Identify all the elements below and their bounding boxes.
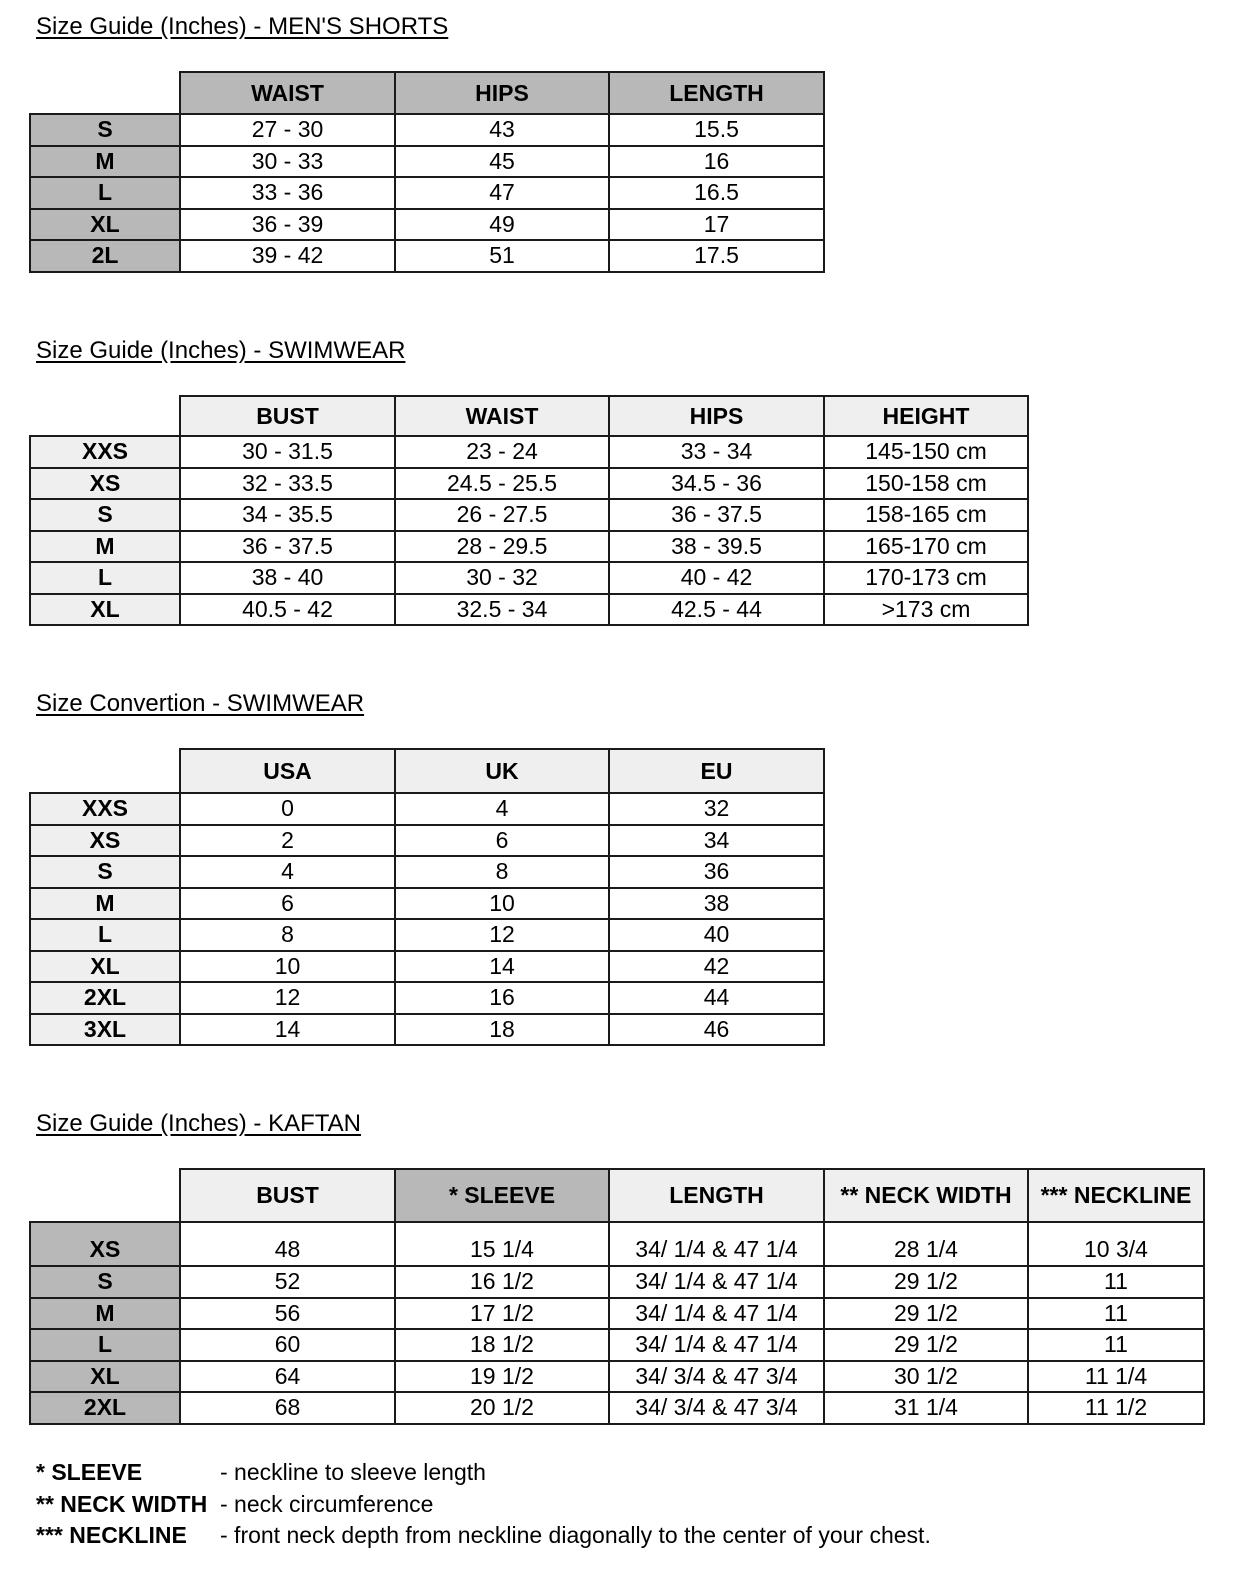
col-header-waist: WAIST bbox=[180, 72, 395, 114]
table-cell: 64 bbox=[180, 1361, 395, 1393]
size-label: XXS bbox=[30, 793, 180, 825]
table-cell: 11 bbox=[1028, 1298, 1204, 1330]
footnote-key: *** NECKLINE bbox=[36, 1522, 187, 1548]
table-row bbox=[30, 825, 824, 857]
table-cell: 33 - 34 bbox=[609, 436, 824, 468]
table-cell: 42 bbox=[609, 951, 824, 983]
table-cell: 39 - 42 bbox=[180, 240, 395, 272]
size-label: XS bbox=[30, 468, 180, 500]
table-cell: 16 bbox=[609, 146, 824, 178]
col-header-hips: HIPS bbox=[609, 396, 824, 436]
size-label: M bbox=[30, 888, 180, 920]
table-cell: 56 bbox=[180, 1298, 395, 1330]
size-label: S bbox=[30, 499, 180, 531]
table-cell: 12 bbox=[180, 982, 395, 1014]
table-row bbox=[30, 240, 824, 272]
size-label: XS bbox=[30, 1222, 180, 1266]
table-cell: 32 bbox=[609, 793, 824, 825]
table-row bbox=[30, 1392, 1204, 1424]
col-header-neckline: *** NECKLINE bbox=[1028, 1169, 1204, 1222]
table-row bbox=[30, 1222, 1204, 1266]
table-cell: 6 bbox=[395, 825, 609, 857]
size-label: L bbox=[30, 1329, 180, 1361]
table-row bbox=[30, 982, 824, 1014]
kaftan-title: Size Guide (Inches) - KAFTAN bbox=[36, 1110, 361, 1137]
footnote-key: * SLEEVE bbox=[36, 1459, 143, 1485]
table-cell: 36 - 37.5 bbox=[180, 531, 395, 563]
conversion-table bbox=[29, 748, 825, 1046]
table-cell: 27 - 30 bbox=[180, 114, 395, 146]
table-cell: 10 3/4 bbox=[1028, 1222, 1204, 1266]
table-cell: 30 - 33 bbox=[180, 146, 395, 178]
table-row bbox=[30, 1329, 1204, 1361]
table-cell: 47 bbox=[395, 177, 609, 209]
table-cell: 11 1/2 bbox=[1028, 1392, 1204, 1424]
header-row bbox=[30, 396, 1028, 436]
table-cell: 45 bbox=[395, 146, 609, 178]
table-cell: 42.5 - 44 bbox=[609, 594, 824, 626]
table-cell: 30 - 32 bbox=[395, 562, 609, 594]
table-cell: 48 bbox=[180, 1222, 395, 1266]
footnote-text: - neckline to sleeve length bbox=[220, 1459, 486, 1485]
table-cell: 40.5 - 42 bbox=[180, 594, 395, 626]
table-cell: 34/ 1/4 & 47 1/4 bbox=[609, 1222, 824, 1266]
table-cell: 17 bbox=[609, 209, 824, 241]
table-cell: 34/ 3/4 & 47 3/4 bbox=[609, 1361, 824, 1393]
table-row bbox=[30, 531, 1028, 563]
table-cell: 14 bbox=[395, 951, 609, 983]
table-cell: 30 - 31.5 bbox=[180, 436, 395, 468]
col-header-eu: EU bbox=[609, 749, 824, 793]
table-row bbox=[30, 562, 1028, 594]
size-label: XL bbox=[30, 951, 180, 983]
size-label: XL bbox=[30, 1361, 180, 1393]
table-cell: 36 bbox=[609, 856, 824, 888]
table-cell: 38 bbox=[609, 888, 824, 920]
table-cell: 29 1/2 bbox=[824, 1329, 1028, 1361]
size-label: XS bbox=[30, 825, 180, 857]
col-header-neck-width: ** NECK WIDTH bbox=[824, 1169, 1028, 1222]
table-cell: 32 - 33.5 bbox=[180, 468, 395, 500]
table-cell: 165-170 cm bbox=[824, 531, 1028, 563]
col-header-length: LENGTH bbox=[609, 1169, 824, 1222]
table-cell: 23 - 24 bbox=[395, 436, 609, 468]
table-row bbox=[30, 468, 1028, 500]
table-cell: 38 - 39.5 bbox=[609, 531, 824, 563]
table-cell: 36 - 37.5 bbox=[609, 499, 824, 531]
footnote-sleeve bbox=[36, 1457, 931, 1489]
table-cell: 29 1/2 bbox=[824, 1298, 1028, 1330]
table-cell: 11 bbox=[1028, 1266, 1204, 1298]
table-cell: 36 - 39 bbox=[180, 209, 395, 241]
table-row bbox=[30, 951, 824, 983]
table-row bbox=[30, 1361, 1204, 1393]
table-cell: 40 bbox=[609, 919, 824, 951]
col-header-waist: WAIST bbox=[395, 396, 609, 436]
table-cell: 34 bbox=[609, 825, 824, 857]
corner-cell bbox=[30, 749, 180, 793]
size-label: L bbox=[30, 562, 180, 594]
table-cell: 17 1/2 bbox=[395, 1298, 609, 1330]
size-label: XXS bbox=[30, 436, 180, 468]
table-cell: 8 bbox=[180, 919, 395, 951]
size-label: 2XL bbox=[30, 982, 180, 1014]
table-cell: 33 - 36 bbox=[180, 177, 395, 209]
footnote-key: ** NECK WIDTH bbox=[36, 1490, 208, 1517]
table-cell: 34/ 1/4 & 47 1/4 bbox=[609, 1298, 824, 1330]
swimwear-title: Size Guide (Inches) - SWIMWEAR bbox=[36, 337, 406, 364]
table-cell: 19 1/2 bbox=[395, 1361, 609, 1393]
table-cell: 15 1/4 bbox=[395, 1222, 609, 1266]
table-cell: 170-173 cm bbox=[824, 562, 1028, 594]
kaftan-table bbox=[29, 1168, 1205, 1425]
table-cell: 17.5 bbox=[609, 240, 824, 272]
table-cell: 30 1/2 bbox=[824, 1361, 1028, 1393]
corner-cell bbox=[30, 1169, 180, 1222]
header-row bbox=[30, 749, 824, 793]
table-row bbox=[30, 209, 824, 241]
table-cell: 52 bbox=[180, 1266, 395, 1298]
size-label: S bbox=[30, 1266, 180, 1298]
table-cell: 60 bbox=[180, 1329, 395, 1361]
table-cell: >173 cm bbox=[824, 594, 1028, 626]
conversion-title: Size Convertion - SWIMWEAR bbox=[36, 690, 365, 717]
table-cell: 145-150 cm bbox=[824, 436, 1028, 468]
size-label: 2L bbox=[30, 240, 180, 272]
table-cell: 51 bbox=[395, 240, 609, 272]
size-label: 2XL bbox=[30, 1392, 180, 1424]
table-row bbox=[30, 146, 824, 178]
table-cell: 16 bbox=[395, 982, 609, 1014]
table-cell: 26 - 27.5 bbox=[395, 499, 609, 531]
size-label: 3XL bbox=[30, 1014, 180, 1046]
table-cell: 150-158 cm bbox=[824, 468, 1028, 500]
table-cell: 34 - 35.5 bbox=[180, 499, 395, 531]
table-cell: 32.5 - 34 bbox=[395, 594, 609, 626]
table-row bbox=[30, 594, 1028, 626]
table-row bbox=[30, 436, 1028, 468]
footnote-neckline bbox=[36, 1520, 931, 1552]
footnotes bbox=[36, 1457, 931, 1552]
swimwear-table bbox=[29, 395, 1029, 626]
shorts-title: Size Guide (Inches) - MEN'S SHORTS bbox=[36, 13, 449, 40]
table-row bbox=[30, 499, 1028, 531]
size-label: M bbox=[30, 531, 180, 563]
table-cell: 31 1/4 bbox=[824, 1392, 1028, 1424]
table-row bbox=[30, 888, 824, 920]
table-cell: 34/ 3/4 & 47 3/4 bbox=[609, 1392, 824, 1424]
table-cell: 8 bbox=[395, 856, 609, 888]
corner-cell bbox=[30, 396, 180, 436]
table-cell: 11 1/4 bbox=[1028, 1361, 1204, 1393]
size-label: XL bbox=[30, 594, 180, 626]
table-cell: 2 bbox=[180, 825, 395, 857]
table-cell: 34/ 1/4 & 47 1/4 bbox=[609, 1266, 824, 1298]
table-row bbox=[30, 114, 824, 146]
table-cell: 34.5 - 36 bbox=[609, 468, 824, 500]
size-label: M bbox=[30, 1298, 180, 1330]
table-cell: 12 bbox=[395, 919, 609, 951]
table-row bbox=[30, 1298, 1204, 1330]
table-cell: 29 1/2 bbox=[824, 1266, 1028, 1298]
footnote-text: - front neck depth from neckline diagonally to the center of your chest. bbox=[220, 1522, 931, 1548]
table-cell: 6 bbox=[180, 888, 395, 920]
table-cell: 34/ 1/4 & 47 1/4 bbox=[609, 1329, 824, 1361]
footnote-text: - neck circumference bbox=[220, 1490, 434, 1517]
corner-cell bbox=[30, 72, 180, 114]
table-cell: 4 bbox=[395, 793, 609, 825]
table-row bbox=[30, 856, 824, 888]
header-row bbox=[30, 72, 824, 114]
table-row bbox=[30, 177, 824, 209]
table-cell: 68 bbox=[180, 1392, 395, 1424]
table-row bbox=[30, 793, 824, 825]
col-header-sleeve: * SLEEVE bbox=[395, 1169, 609, 1222]
col-header-uk: UK bbox=[395, 749, 609, 793]
table-cell: 38 - 40 bbox=[180, 562, 395, 594]
table-cell: 18 bbox=[395, 1014, 609, 1046]
table-cell: 40 - 42 bbox=[609, 562, 824, 594]
table-cell: 16.5 bbox=[609, 177, 824, 209]
col-header-bust: BUST bbox=[180, 396, 395, 436]
table-cell: 4 bbox=[180, 856, 395, 888]
size-label: S bbox=[30, 114, 180, 146]
table-cell: 0 bbox=[180, 793, 395, 825]
table-cell: 20 1/2 bbox=[395, 1392, 609, 1424]
size-label: XL bbox=[30, 209, 180, 241]
table-cell: 49 bbox=[395, 209, 609, 241]
col-header-bust: BUST bbox=[180, 1169, 395, 1222]
header-row bbox=[30, 1169, 1204, 1222]
col-header-height: HEIGHT bbox=[824, 396, 1028, 436]
size-label: S bbox=[30, 856, 180, 888]
table-row bbox=[30, 919, 824, 951]
table-cell: 46 bbox=[609, 1014, 824, 1046]
table-cell: 158-165 cm bbox=[824, 499, 1028, 531]
table-cell: 28 1/4 bbox=[824, 1222, 1028, 1266]
table-cell: 44 bbox=[609, 982, 824, 1014]
table-cell: 11 bbox=[1028, 1329, 1204, 1361]
table-cell: 15.5 bbox=[609, 114, 824, 146]
table-row bbox=[30, 1014, 824, 1046]
table-cell: 16 1/2 bbox=[395, 1266, 609, 1298]
table-cell: 28 - 29.5 bbox=[395, 531, 609, 563]
footnote-neck-width bbox=[36, 1489, 931, 1521]
shorts-table bbox=[29, 71, 825, 273]
table-cell: 14 bbox=[180, 1014, 395, 1046]
table-cell: 24.5 - 25.5 bbox=[395, 468, 609, 500]
table-cell: 43 bbox=[395, 114, 609, 146]
col-header-usa: USA bbox=[180, 749, 395, 793]
size-label: L bbox=[30, 177, 180, 209]
table-row bbox=[30, 1266, 1204, 1298]
col-header-length: LENGTH bbox=[609, 72, 824, 114]
col-header-hips: HIPS bbox=[395, 72, 609, 114]
size-label: L bbox=[30, 919, 180, 951]
table-cell: 10 bbox=[395, 888, 609, 920]
table-cell: 18 1/2 bbox=[395, 1329, 609, 1361]
table-cell: 10 bbox=[180, 951, 395, 983]
size-label: M bbox=[30, 146, 180, 178]
